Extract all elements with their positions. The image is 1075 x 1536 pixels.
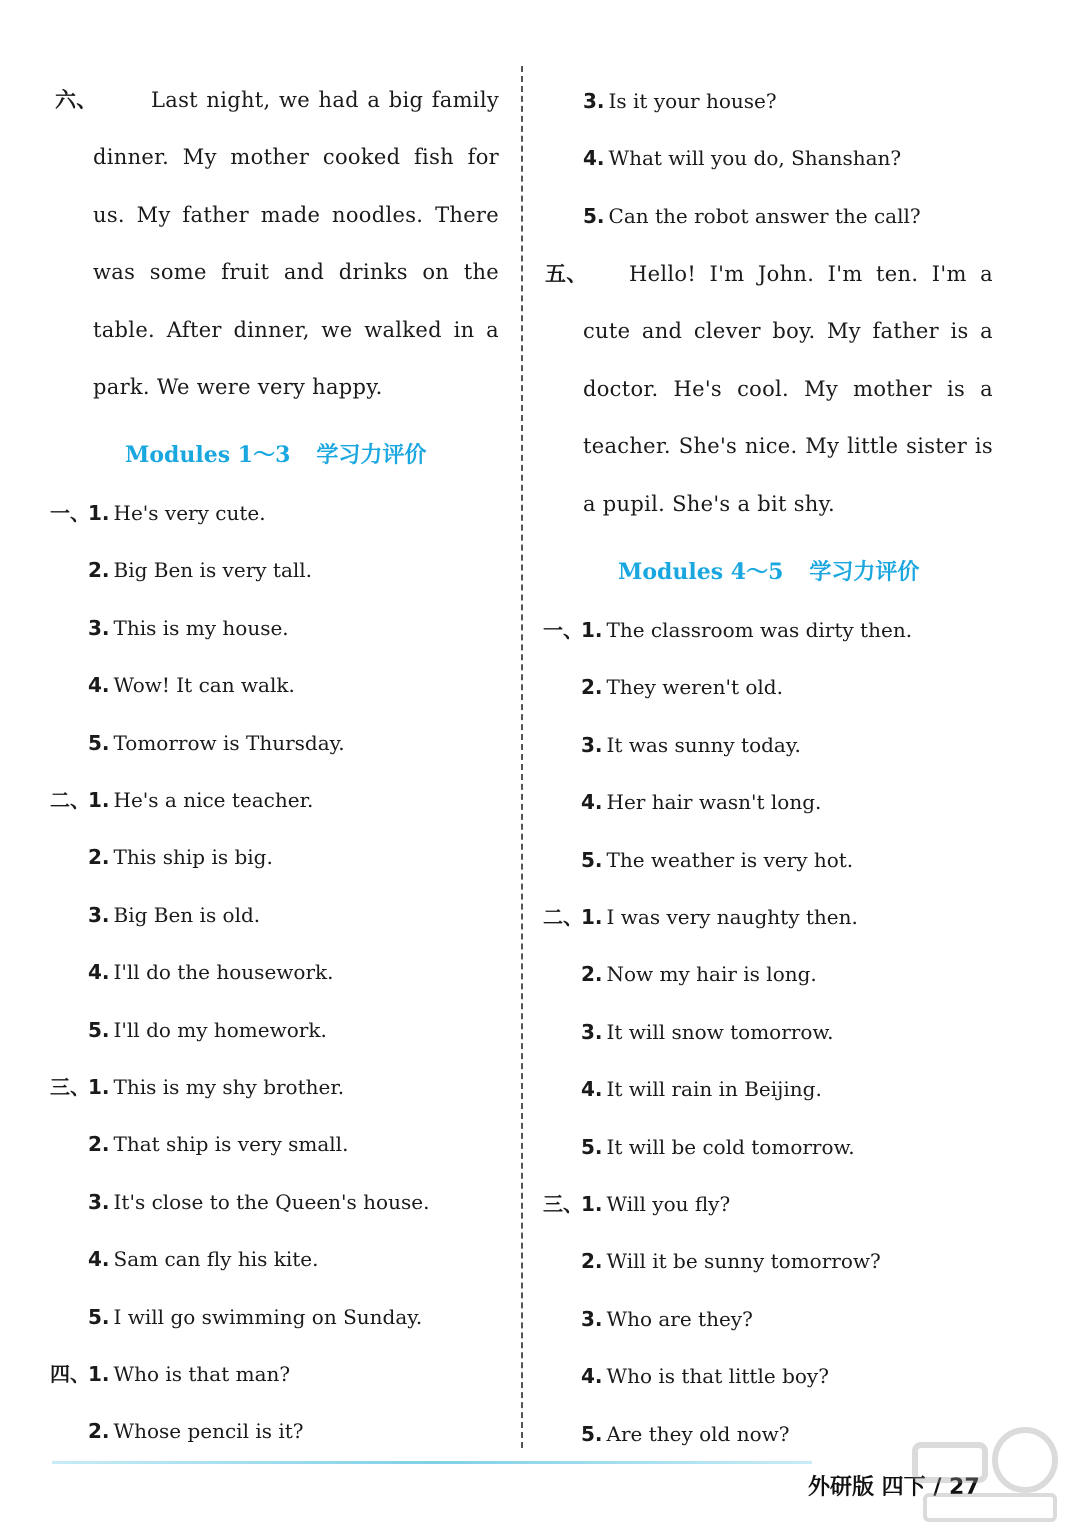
answer-text: He's a nice teacher. [113, 788, 314, 812]
item-number: 2. [88, 845, 110, 870]
item-number: 3. [581, 1019, 603, 1044]
answer-line [88, 728, 345, 758]
answer-line [581, 1132, 855, 1162]
answer-line [88, 1015, 327, 1045]
item-number: 3. [88, 1189, 110, 1214]
passage-five [545, 246, 993, 533]
item-number: 3. [88, 615, 110, 640]
passage-five-text: Hello! I'm John. I'm ten. I'm a cute and clever boy. My father is a doctor. He's cool. My mother is a teacher. She's nice. My little sister is a pupil. She's a bit shy. [583, 262, 993, 516]
module-range: Modules 1～3 [125, 442, 291, 468]
section-mark: 三、 [50, 1075, 90, 1099]
answer-text: Wow! It can walk. [113, 673, 295, 698]
item-number: 1. [581, 905, 603, 929]
item-number: 1. [88, 501, 110, 525]
item-number: 3. [583, 89, 605, 113]
answer-line [581, 1017, 834, 1047]
answer-line [50, 785, 314, 815]
answer-text: The weather is very hot. [606, 847, 854, 872]
section-mark: 四、 [50, 1362, 90, 1386]
answer-line [88, 1302, 422, 1332]
answer-line [581, 1074, 822, 1104]
answer-line [583, 143, 901, 173]
module-heading-1-3 [125, 438, 426, 469]
answer-text: It will be cold tomorrow. [606, 1134, 855, 1159]
section-mark: 一、 [543, 618, 583, 642]
item-number: 4. [88, 1247, 110, 1272]
answer-text: Will it be sunny tomorrow? [606, 1249, 881, 1274]
section-mark: 二、 [50, 788, 90, 812]
answer-text: This is my shy brother. [113, 1075, 345, 1099]
answer-line [581, 1419, 789, 1449]
item-number: 5. [583, 203, 605, 228]
answer-line [88, 1416, 304, 1446]
answer-line [88, 957, 333, 987]
answer-line [581, 730, 801, 760]
answer-text: Who is that man? [113, 1362, 291, 1386]
answer-text: Big Ben is old. [113, 902, 261, 927]
answer-text: Are they old now? [606, 1421, 790, 1446]
passage-six-text: Last night, we had a big family dinner. My mother cooked fish for us. My father made noodles. There was some fruit and drinks on the table. After dinner, we walked in a park. We were very happy. [93, 88, 499, 400]
answer-text: It's close to the Queen's house. [113, 1189, 430, 1214]
item-number: 1. [581, 618, 603, 642]
answer-text: I was very naughty then. [606, 905, 858, 929]
answer-line [581, 1361, 829, 1391]
item-number: 5. [581, 1421, 603, 1446]
answer-line [88, 1187, 429, 1217]
item-number: 5. [581, 1134, 603, 1159]
answer-text: This is my house. [113, 615, 289, 640]
item-number: 1. [88, 1362, 110, 1386]
answer-text: They weren't old. [606, 675, 783, 700]
answer-line [88, 842, 273, 872]
answer-text: It will snow tomorrow. [606, 1019, 834, 1044]
item-number: 2. [581, 962, 603, 987]
answer-text: Can the robot answer the call? [608, 203, 921, 228]
item-number: 4. [88, 960, 110, 985]
section-mark: 三、 [543, 1192, 583, 1216]
item-number: 4. [583, 146, 605, 171]
answer-line [88, 613, 289, 643]
answer-text: That ship is very small. [113, 1132, 349, 1157]
answer-line [88, 670, 295, 700]
section-mark: 二、 [543, 905, 583, 929]
answer-line [581, 672, 783, 702]
answer-text: He's very cute. [113, 501, 266, 525]
answer-line [50, 498, 266, 528]
answer-text: Whose pencil is it? [113, 1419, 304, 1444]
answer-line [50, 1359, 291, 1389]
item-number: 5. [88, 730, 110, 755]
answer-line [50, 1072, 345, 1102]
answer-line [581, 1304, 753, 1334]
answer-text: The classroom was dirty then. [606, 618, 913, 642]
module-range: Modules 4～5 [618, 559, 784, 585]
column-divider [521, 66, 523, 1448]
answer-text: Is it your house? [608, 89, 777, 113]
answer-line [88, 900, 260, 930]
section-mark-five: 五、 [545, 262, 588, 286]
item-number: 5. [88, 1304, 110, 1329]
page-footer: 外研版 四下 / 27 [808, 1475, 980, 1500]
passage-six [55, 72, 499, 416]
answer-text: Sam can fly his kite. [113, 1247, 319, 1272]
answer-line [581, 845, 853, 875]
answer-line [88, 555, 312, 585]
watermark-logo [905, 1420, 1070, 1530]
answer-line [88, 1244, 318, 1274]
answer-line [543, 902, 858, 932]
item-number: 2. [88, 558, 110, 583]
answer-text: Now my hair is long. [606, 962, 817, 987]
answer-text: What will you do, Shanshan? [608, 146, 902, 171]
answer-text: Big Ben is very tall. [113, 558, 313, 583]
answer-text: I'll do my homework. [113, 1017, 327, 1042]
answer-text: It will rain in Beijing. [606, 1077, 822, 1102]
item-number: 4. [581, 790, 603, 815]
item-number: 1. [581, 1192, 603, 1216]
item-number: 2. [88, 1132, 110, 1157]
answer-line [543, 615, 913, 645]
item-number: 5. [88, 1017, 110, 1042]
item-number: 1. [88, 1075, 110, 1099]
module-title: 学习力评价 [316, 443, 427, 468]
footer-rule [52, 1461, 812, 1464]
answer-line [88, 1129, 348, 1159]
item-number: 4. [581, 1077, 603, 1102]
answer-text: Will you fly? [606, 1192, 731, 1216]
answer-line [583, 86, 777, 116]
item-number: 4. [581, 1364, 603, 1389]
answer-text: Her hair wasn't long. [606, 790, 822, 815]
answer-text: I'll do the housework. [113, 960, 334, 985]
answer-text: I will go swimming on Sunday. [113, 1304, 423, 1329]
item-number: 4. [88, 673, 110, 698]
answer-line [581, 1246, 881, 1276]
item-number: 1. [88, 788, 110, 812]
item-number: 3. [88, 902, 110, 927]
item-number: 3. [581, 1306, 603, 1331]
item-number: 3. [581, 732, 603, 757]
item-number: 5. [581, 847, 603, 872]
module-title: 学习力评价 [809, 560, 920, 585]
answer-line [581, 787, 821, 817]
item-number: 2. [581, 675, 603, 700]
module-heading-4-5 [618, 555, 919, 586]
section-mark-six: 六、 [55, 88, 98, 112]
answer-line [581, 959, 817, 989]
answer-text: Who is that little boy? [606, 1364, 829, 1389]
answer-line [583, 201, 921, 231]
item-number: 2. [88, 1419, 110, 1444]
answer-line [543, 1189, 731, 1219]
answer-text: It was sunny today. [606, 732, 801, 757]
section-mark: 一、 [50, 501, 90, 525]
answer-text: Who are they? [606, 1306, 753, 1331]
answer-text: This ship is big. [113, 845, 273, 870]
answer-text: Tomorrow is Thursday. [113, 730, 345, 755]
item-number: 2. [581, 1249, 603, 1274]
